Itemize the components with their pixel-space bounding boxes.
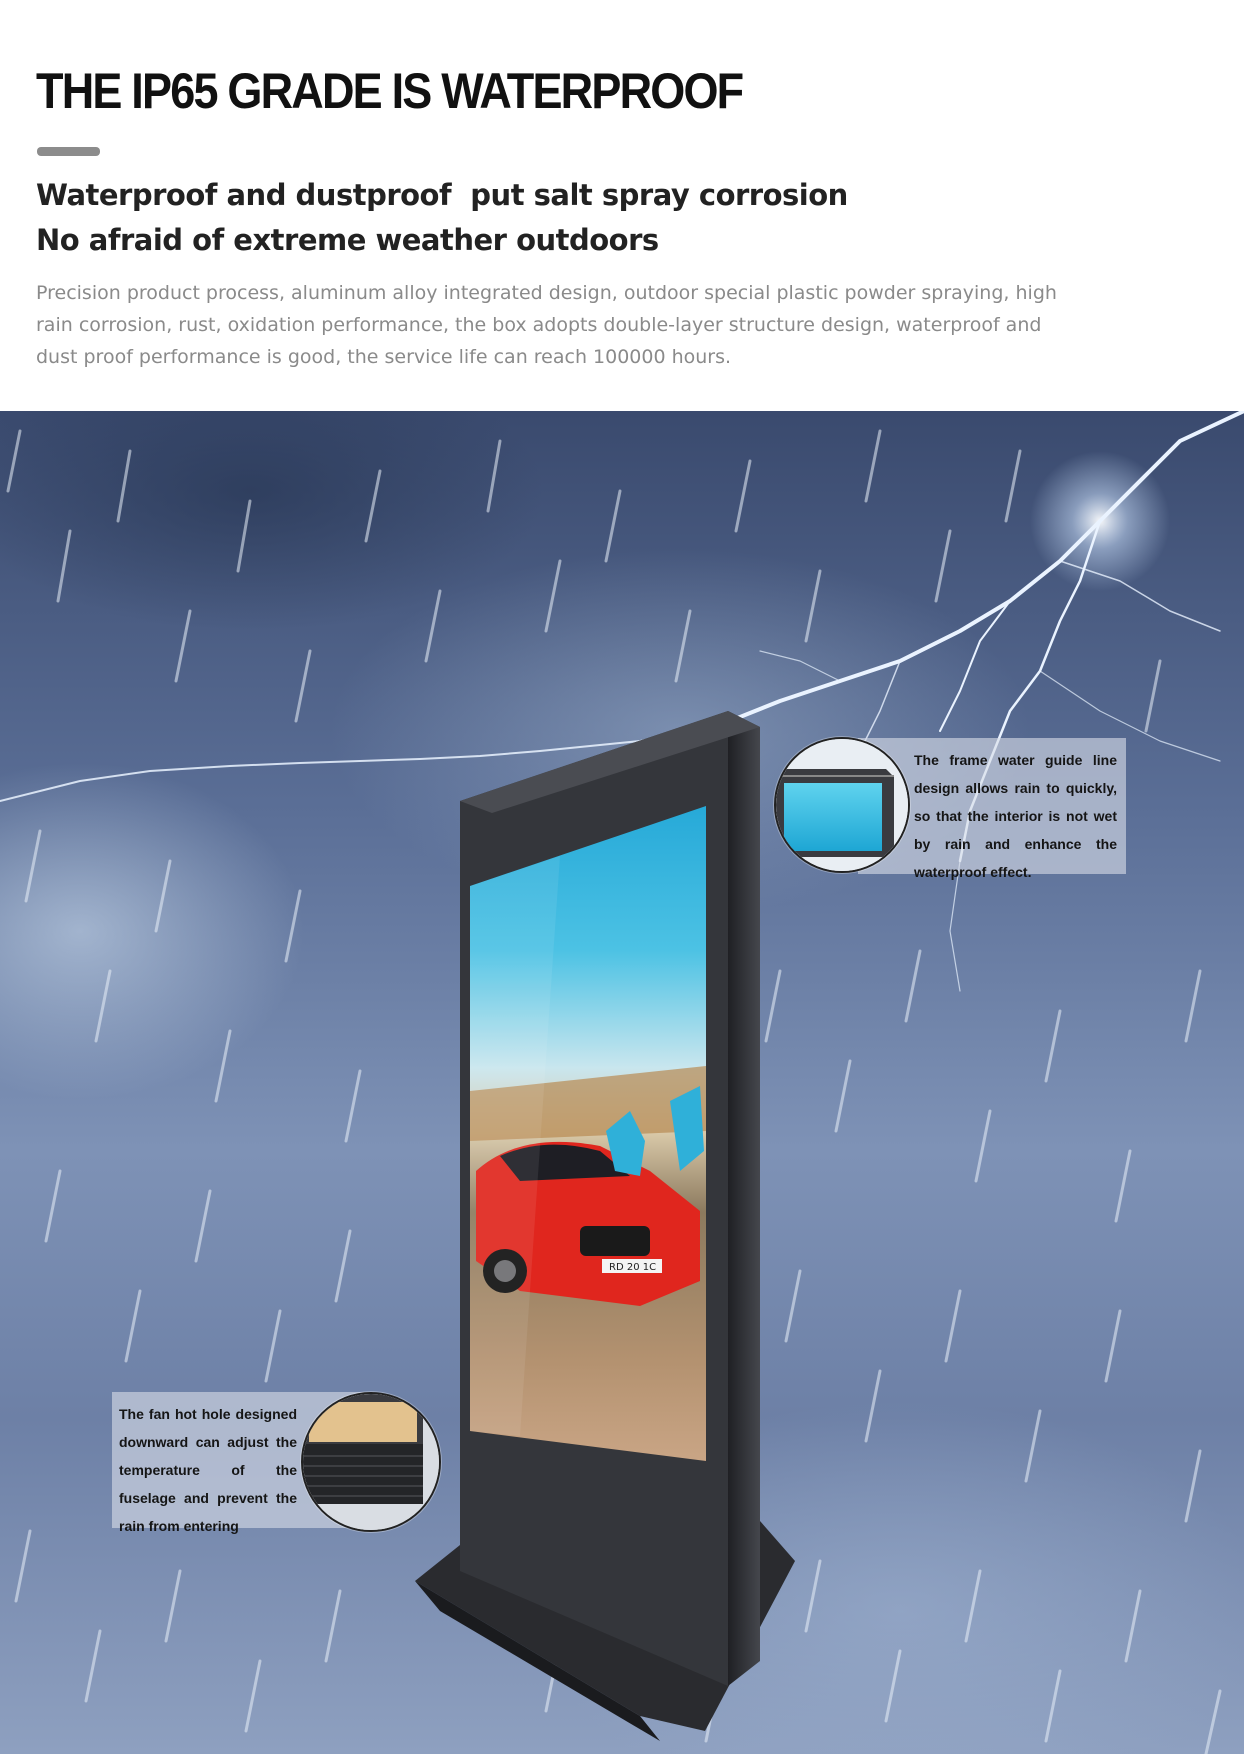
zoom-frame-detail bbox=[774, 737, 910, 873]
callout-fan-text: The fan hot hole designed downward can adjust the temperature of the fuselage and prevent the rain from entering bbox=[119, 1406, 297, 1534]
kiosk-illustration bbox=[415, 711, 795, 1741]
storm-illustration bbox=[0, 411, 1244, 1754]
zoom-fan-detail bbox=[301, 1392, 441, 1532]
subtitle-line-1: Waterproof and dustproof put salt spray corrosion bbox=[36, 178, 848, 212]
callout-frame-text: The frame water guide line design allows rain to quickly, so that the interior is not wet by rain and enhance the waterproof effect. bbox=[914, 752, 1117, 880]
frame-detail-image bbox=[776, 739, 908, 871]
description-paragraph: Precision product process, aluminum alloy integrated design, outdoor special plastic powder spraying, high rain corrosion, rust, oxidation performance, the box adopts double-layer structure design, waterproof and dust proof performance is good, the service life can reach 100000 hours. bbox=[36, 282, 1057, 368]
title-underline-bar bbox=[37, 147, 100, 156]
page-title: THE IP65 GRADE IS WATERPROOF bbox=[36, 63, 743, 119]
header-section bbox=[0, 0, 1244, 410]
subtitle-line-2: No afraid of extreme weather outdoors bbox=[36, 223, 659, 257]
fan-detail-image bbox=[303, 1394, 439, 1530]
storm-scene bbox=[0, 411, 1244, 1754]
license-plate-text: RD 20 1C bbox=[609, 1262, 657, 1273]
